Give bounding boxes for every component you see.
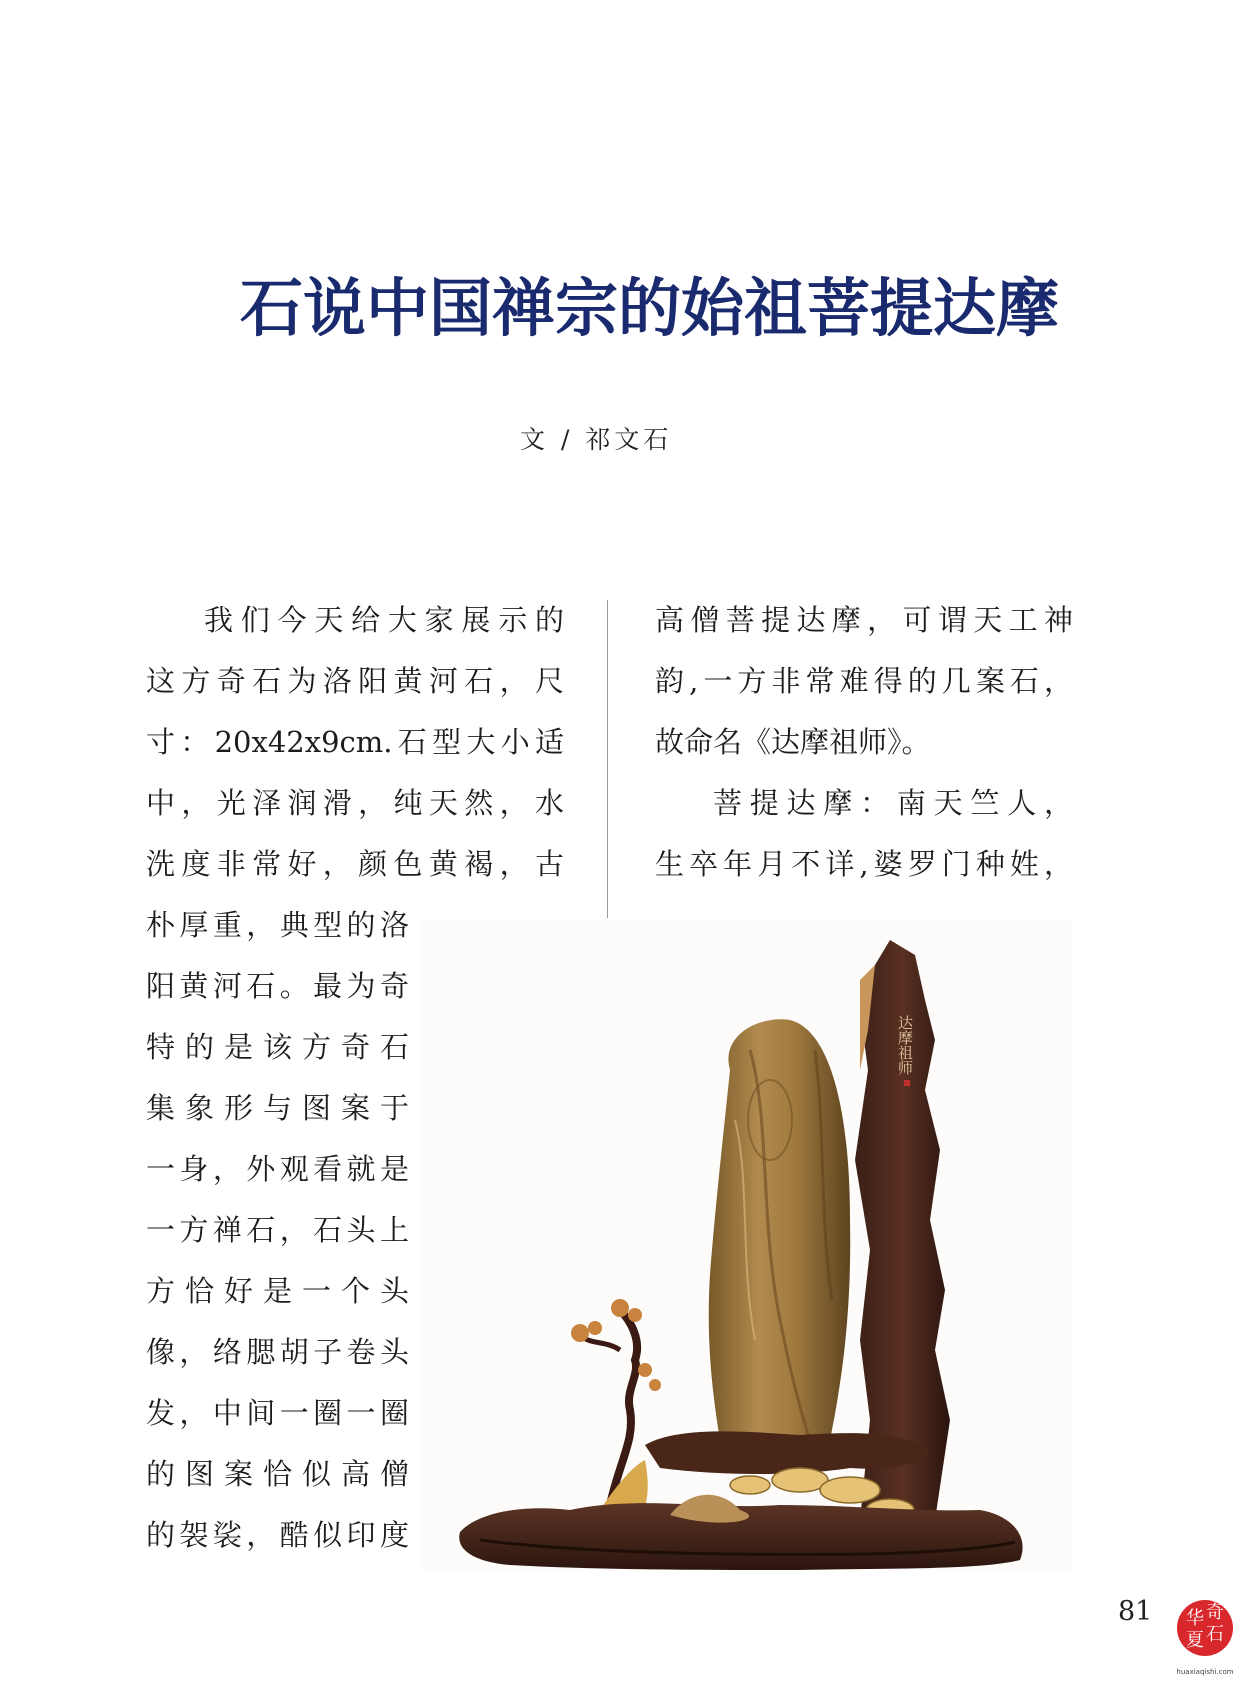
page-number: 81 (1118, 1596, 1153, 1627)
plaque-inscription: 达摩祖师 (896, 1015, 914, 1075)
paragraph-line: 我们今天给大家展示的 (204, 603, 564, 637)
paragraph-line: 韵,一方非常难得的几案石， (655, 664, 1073, 698)
paragraph-line: 菩提达摩：南天竺人， (713, 786, 1073, 820)
paragraph-line: 阳黄河石。最为奇 (146, 969, 409, 1003)
paragraph-line: 特的是该方奇石 (146, 1030, 409, 1064)
paragraph-line: 寸：20x42x9cm.石型大小适 (146, 725, 564, 759)
paragraph-line: 发，中间一圈一圈 (146, 1396, 409, 1430)
article-title: 石说中国禅宗的始祖菩提达摩 (240, 271, 1059, 345)
logo-url: huaxiaqishi.com (1176, 1668, 1234, 1676)
paragraph-line: 一方禅石，石头上 (146, 1213, 409, 1247)
paragraph-line: 故命名《达摩祖师》。 (655, 725, 931, 759)
article-byline: 文 / 祁文石 (520, 425, 673, 454)
paragraph-line: 的袈裟，酷似印度 (146, 1518, 409, 1552)
svg-text:奇: 奇 (1206, 1602, 1224, 1623)
paragraph-line: 像，络腮胡子卷头 (146, 1335, 409, 1369)
paragraph-line: 一身，外观看就是 (146, 1152, 409, 1186)
paragraph-line: 洗度非常好，颜色黄褐，古 (146, 847, 564, 881)
left-column-top (146, 590, 564, 895)
paragraph-line: 方恰好是一个头 (146, 1274, 409, 1308)
column-divider (607, 600, 608, 918)
paragraph-line: 这方奇石为洛阳黄河石，尺 (146, 664, 564, 698)
stone-photo (420, 920, 1072, 1570)
paragraph-line: 生卒年月不详,婆罗门种姓， (655, 847, 1073, 881)
right-column (655, 590, 1073, 895)
svg-text:夏: 夏 (1186, 1630, 1204, 1651)
paragraph-line: 中，光泽润滑，纯天然，水 (146, 786, 564, 820)
paragraph-line: 集象形与图案于 (146, 1091, 409, 1125)
paragraph-line: 高僧菩提达摩，可谓天工神 (655, 603, 1073, 637)
svg-text:石: 石 (1206, 1624, 1224, 1645)
magazine-logo (1172, 1590, 1238, 1680)
svg-text:华: 华 (1186, 1608, 1204, 1629)
left-column-bottom (146, 895, 409, 1566)
paragraph-line: 朴厚重，典型的洛 (146, 908, 409, 942)
paragraph-line: 的图案恰似高僧 (146, 1457, 409, 1491)
